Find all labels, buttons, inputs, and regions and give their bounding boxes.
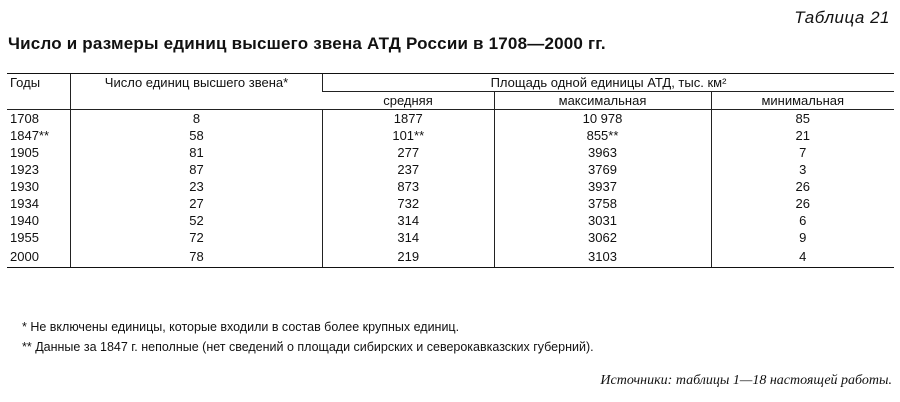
table-number-label: Таблица 21	[794, 8, 890, 27]
cell-count: 87	[71, 161, 323, 178]
cell-minimum: 6	[711, 212, 894, 229]
table-body	[7, 110, 894, 268]
cell-average: 237	[323, 161, 495, 178]
data-table	[7, 73, 894, 268]
cell-maximum: 3937	[494, 178, 711, 195]
cell-maximum: 3963	[494, 144, 711, 161]
table-row	[7, 195, 894, 212]
cell-count: 78	[71, 246, 323, 268]
header-area-group: Площадь одной единицы АТД, тыс. км²	[323, 74, 895, 92]
header-average: средняя	[323, 92, 495, 110]
cell-maximum: 3031	[494, 212, 711, 229]
cell-year: 1940	[10, 213, 39, 228]
cell-minimum: 26	[711, 195, 894, 212]
table-row	[7, 161, 894, 178]
cell-minimum: 9	[711, 229, 894, 246]
cell-average: 1877	[323, 110, 495, 128]
cell-count: 72	[71, 229, 323, 246]
cell-average: 314	[323, 229, 495, 246]
header-maximum: максимальная	[494, 92, 711, 110]
cell-count: 52	[71, 212, 323, 229]
cell-maximum: 3758	[494, 195, 711, 212]
footnote-two-stars: ** Данные за 1847 г. неполные (нет сведений о площади сибирских и северокавказских губерний).	[22, 340, 594, 354]
table-row	[7, 178, 894, 195]
header-row-main	[7, 74, 894, 92]
header-minimum: минимальная	[711, 92, 894, 110]
table-row	[7, 110, 894, 128]
cell-count: 23	[71, 178, 323, 195]
cell-minimum: 21	[711, 127, 894, 144]
table-row	[7, 212, 894, 229]
cell-average: 219	[323, 246, 495, 268]
cell-year: 1955	[10, 230, 39, 245]
cell-year: 1923	[10, 162, 39, 177]
cell-count: 8	[71, 110, 323, 128]
footnote-one-star: * Не включены единицы, которые входили в состав более крупных единиц.	[22, 320, 460, 334]
cell-average: 277	[323, 144, 495, 161]
table-row	[7, 246, 894, 268]
header-unit-count: Число единиц высшего звена*	[71, 74, 323, 110]
cell-minimum: 26	[711, 178, 894, 195]
sources-note: Источники: таблицы 1—18 настоящей работы.	[600, 373, 892, 388]
cell-year: 2000	[7, 246, 71, 268]
cell-average: 101**	[323, 127, 495, 144]
cell-maximum: 3062	[494, 229, 711, 246]
cell-year: 1847**	[10, 128, 50, 143]
footnotes	[22, 317, 594, 357]
cell-average: 873	[323, 178, 495, 195]
cell-maximum: 10 978	[494, 110, 711, 128]
table-row	[7, 127, 894, 144]
cell-count: 27	[71, 195, 323, 212]
cell-average: 732	[323, 195, 495, 212]
cell-year: 1905	[10, 145, 39, 160]
table-row	[7, 144, 894, 161]
cell-average: 314	[323, 212, 495, 229]
cell-count: 58	[71, 127, 323, 144]
cell-minimum: 85	[711, 110, 894, 128]
table-row	[7, 229, 894, 246]
cell-maximum: 3769	[494, 161, 711, 178]
table-title: Число и размеры единиц высшего звена АТД России в 1708—2000 гг.	[8, 34, 606, 53]
cell-count: 81	[71, 144, 323, 161]
table-header	[7, 74, 894, 110]
cell-year: 1708	[7, 110, 71, 128]
cell-minimum: 7	[711, 144, 894, 161]
header-year: Годы	[7, 74, 71, 110]
cell-year: 1934	[10, 196, 39, 211]
cell-maximum: 3103	[494, 246, 711, 268]
cell-minimum: 4	[711, 246, 894, 268]
cell-year: 1930	[10, 179, 39, 194]
cell-minimum: 3	[711, 161, 894, 178]
cell-maximum: 855**	[494, 127, 711, 144]
